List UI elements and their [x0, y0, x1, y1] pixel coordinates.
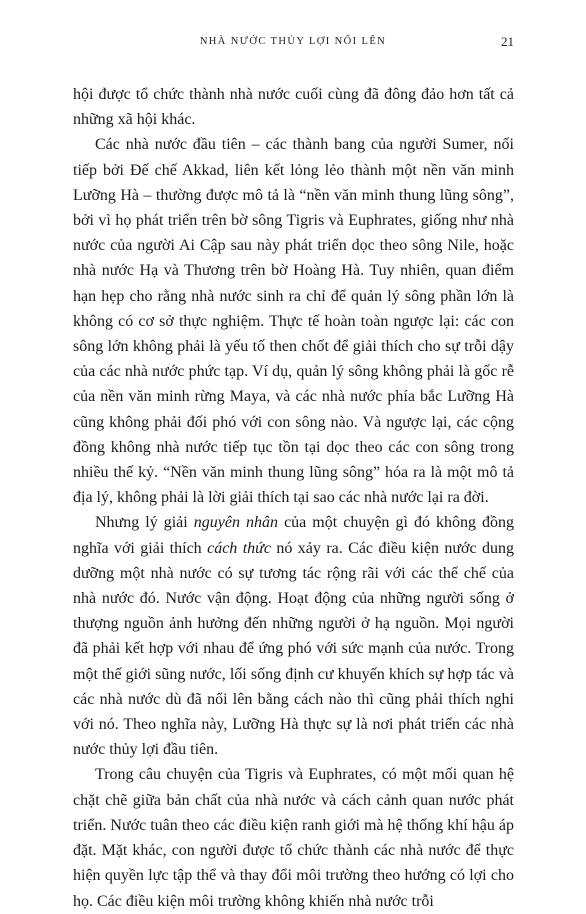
text-segment: Các nhà nước đầu tiên – các thành bang của người Sumer, nối tiếp bởi Đế chế Akkad, liên kết lỏng lẻo thành một nền văn minh Lưỡng Hà – thường được mô tả là “nền văn minh thung lũng sông”, bởi vì họ phát triển trên bờ sông Tigris và Euphrates, giống như nhà nước của người Ai Cập sau này phát triển dọc theo sông Nile, hoặc nhà nước Hạ và Thương trên bờ Hoàng Hà. Tuy nhiên, quan điểm hạn hẹp cho rằng nhà nước sinh ra chỉ để quản lý sông phần lớn là không có cơ sở thực nghiệm. Thực tế hoàn toàn ngược lại: các con sông lớn không phải là yếu tố then chốt để giải thích cho sự trỗi dậy của các nhà nước phức tạp. Ví dụ, quản lý sông không phải là gốc rễ của nền văn minh rừng Maya, và các nhà nước phía bắc Lưỡng Hà cũng không phải đối phó với con sông nào. Và ngược lại, các cộng đồng không nhà nước tiếp tục tồn tại dọc theo các con sông trong nhiều thế kỷ. “Nền văn minh thung lũng sông” hóa ra là một mô tả địa lý, không phải là lời giải thích tại sao các nhà nước lại ra đời.: [73, 136, 514, 507]
running-head: NHÀ NƯỚC THỦY LỢI NỔI LÊN: [199, 36, 387, 47]
paragraph-2: [73, 132, 514, 510]
italic-term-cach-thuc: cách thức: [207, 539, 271, 557]
text-segment: Trong câu chuyện của Tigris và Euphrates, có một mối quan hệ chặt chẽ giữa bản chất của nhà nước và cách cảnh quan nước phát triển. Nước tuân theo các điều kiện ranh giới mà hệ thống khí hậu áp đặt. Mặt khác, con người được tổ chức thành các nhà nước để thực hiện quyền lực tập thể và thay đổi môi trường theo hướng có lợi cho họ. Các điều kiện môi trường không khiến nhà nước trỗi: [73, 766, 514, 910]
italic-term-nguyen-nhan: nguyên nhân: [193, 514, 279, 532]
text-segment: Nhưng lý giải: [95, 514, 194, 532]
text-segment: hội được tổ chức thành nhà nước cuối cùng đã đông đảo hơn tất cả những xã hội khác.: [73, 86, 514, 129]
paragraph-1: [73, 82, 514, 132]
paragraph-4: [73, 762, 514, 913]
text-segment: nó xảy ra. Các điều kiện nước dung dưỡng một nhà nước có sự tương tác rộng rãi với các thể chế của nhà nước đó. Nước vận động. Hoạt động của những người sống ở thượng nguồn ảnh hưởng đến những người ở hạ nguồn. Mọi người đã phải kết hợp với nhau để ứng phó với sức mạnh của nước. Trong một thế giới sũng nước, lối sống định cư khuyến khích sự hợp tác và các nhà nước dù đã nổi lên bằng cách nào thì cũng phải thích nghi với nó. Theo nghĩa này, Lưỡng Hà thực sự là nơi phát triển các nhà nước thủy lợi đầu tiên.: [73, 539, 515, 759]
body-text: [73, 82, 514, 914]
text-segment: của một chuyện gì đó không đồng nghĩa với giải thích: [73, 514, 515, 557]
paragraph-3: [73, 510, 514, 762]
page-number: 21: [501, 34, 514, 49]
